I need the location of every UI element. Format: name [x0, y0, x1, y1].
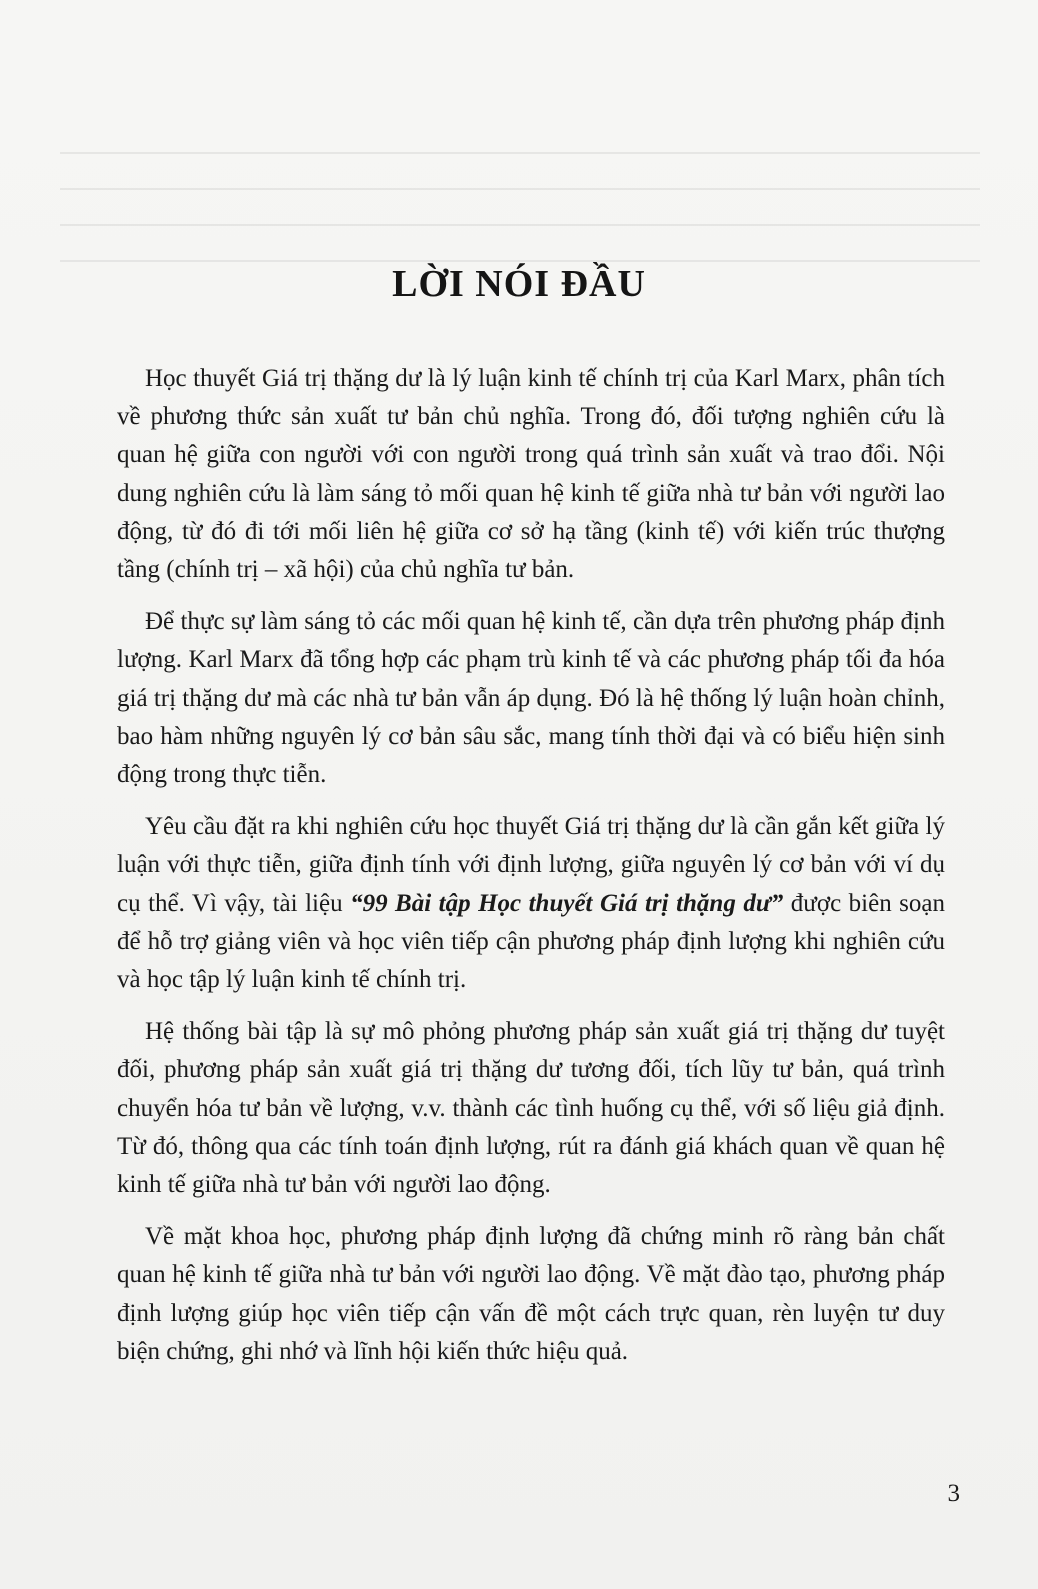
- paragraph-2: Để thực sự làm sáng tỏ các mối quan hệ kinh tế, cần dựa trên phương pháp định lượng. Karl Marx đã tổng hợp các phạm trù kinh tế và các phương pháp tối đa hóa giá trị thặng dư mà các nhà tư bản vẫn áp dụng. Đó là hệ thống lý luận hoàn chỉnh, bao hàm những nguyên lý cơ bản sâu sắc, mang tính thời đại và có biểu hiện sinh động trong thực tiễn.: [117, 608, 945, 789]
- page-title: LỜI NÓI ĐẦU: [392, 263, 646, 305]
- paragraph-3: [117, 808, 945, 999]
- page-number: 3: [947, 1480, 960, 1507]
- paragraph-1: Học thuyết Giá trị thặng dư là lý luận kinh tế chính trị của Karl Marx, phân tích về phương thức sản xuất tư bản chủ nghĩa. Trong đó, đối tượng nghiên cứu là quan hệ giữa con người với con người trong quá trình sản xuất và trao đổi. Nội dung nghiên cứu là làm sáng tỏ mối quan hệ kinh tế giữa nhà tư bản với người lao động, từ đó đi tới mối liên hệ giữa cơ sở hạ tầng (kinh tế) với kiến trúc thượng tầng (chính trị – xã hội) của chủ nghĩa tư bản.: [117, 365, 945, 584]
- paragraph-3-after: được biên soạn để hỗ trợ giảng viên và học viên tiếp cận phương pháp định lượng khi nghiên cứu và học tập lý luận kinh tế chính trị.: [117, 889, 946, 994]
- paragraph-5: Về mặt khoa học, phương pháp định lượng đã chứng minh rõ ràng bản chất quan hệ kinh tế giữa nhà tư bản với người lao động. Về mặt đào tạo, phương pháp định lượng giúp học viên tiếp cận vấn đề một cách trực quan, rèn luyện tư duy biện chứng, ghi nhớ và lĩnh hội kiến thức hiệu quả.: [117, 1223, 945, 1365]
- paragraph-4: Hệ thống bài tập là sự mô phỏng phương pháp sản xuất giá trị thặng dư tuyệt đối, phương pháp sản xuất giá trị thặng dư tương đối, tích lũy tư bản, quá trình chuyển hóa tư bản về lượng, v.v. thành các tình huống cụ thể, với số liệu giả định. Từ đó, thông qua các tính toán định lượng, rút ra đánh giá khách quan về quan hệ kinh tế giữa nhà tư bản với người lao động.: [117, 1018, 945, 1199]
- paragraph-3-before: Yêu cầu đặt ra khi nghiên cứu học thuyết Giá trị thặng dư là cần gắn kết giữa lý luận với thực tiễn, giữa định tính với định lượng, giữa nguyên lý cơ bản với ví dụ cụ thể. Vì vậy, tài liệu: [117, 813, 945, 917]
- book-title-quote: “99 Bài tập Học thuyết Giá trị thặng dư”: [350, 889, 784, 917]
- preface-body: [117, 360, 945, 1385]
